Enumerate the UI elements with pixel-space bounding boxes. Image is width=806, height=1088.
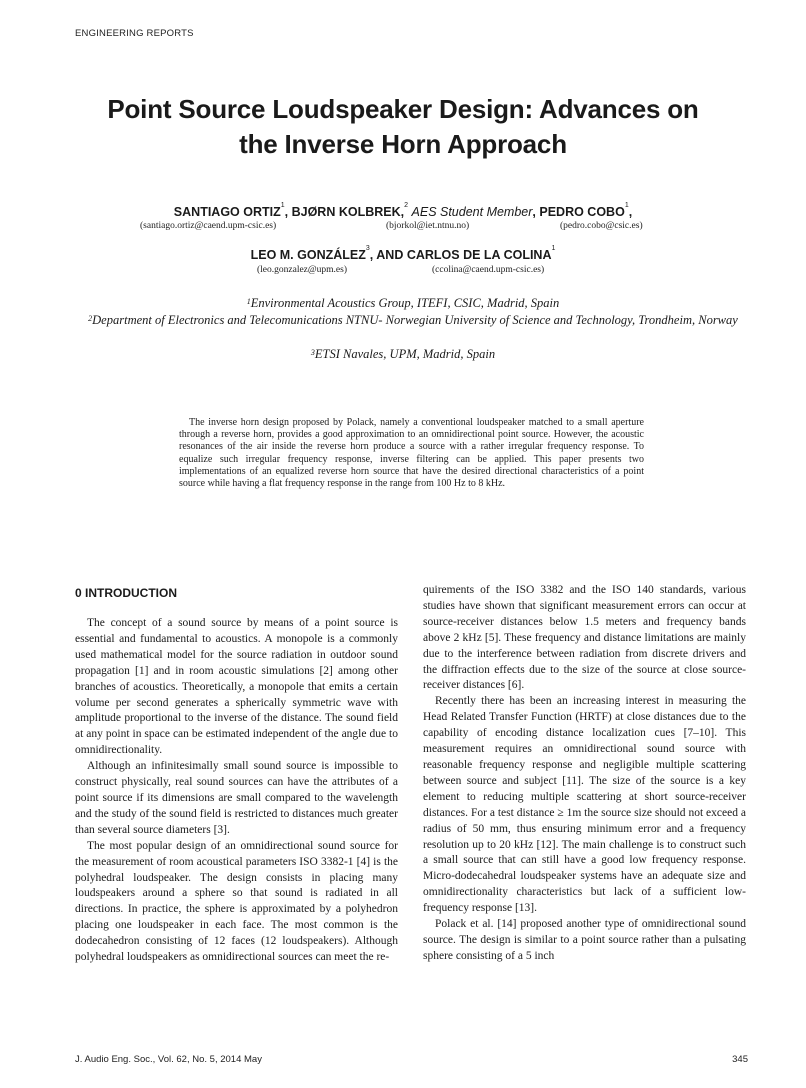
authors-line-1: SANTIAGO ORTIZ$^1$, BJØRN KOLBREK,$^2$ AES Student Member, PEDRO COBO$^1$, xyxy=(173,202,633,219)
author-affil-sup: 1 xyxy=(624,202,629,209)
author-name: , AND CARLOS DE LA COLINA xyxy=(369,248,552,262)
body-paragraph: The most popular design of an omnidirectional sound source for the measurement of room acoustical parameters ISO 3382-1 [4] is the polyhedral loudspeaker. The design consists in placing many loudspeakers around a sphere so that sound is radiated in all directions. In practice, the sphere is approximated by a polyhedron placing one loudspeaker in each face. The most common is the dodecahedron consisting of 12 faces (12 loudspeakers). Although polyhedral loudspeakers as omnidirectional sources can meet the re- xyxy=(75,839,398,964)
title-line-2: the Inverse Horn Approach xyxy=(239,129,567,159)
author-email[interactable]: (pedro.cobo@csic.es) xyxy=(560,221,643,231)
footer-journal-citation: J. Audio Eng. Soc., Vol. 62, No. 5, 2014 May xyxy=(75,1054,262,1065)
body-paragraph: Recently there has been an increasing interest in measuring the Head Related Transfer Function (HRTF) at close distances due to the capability of encoding distance localization cues [7–10]. This measurement requires an omnidirectional sound source with reasonable frequency response and negligible multiple scattering between source and subject [11]. The size of the source is a key element to reducing multiple scattering at short source-receiver distances. For a test distance ≥ 1m the source size should not exceed a radius of 50 mm, thus ensuring minimum error and a frequency resolution up to 20 kHz [12]. The main challenge is to construct such a small source that can still have a good low frequency response. Micro-dodecahedral loudspeaker systems have an adequate size and omnidirectionality characteristics but lack of a sufficient low-frequency response [13]. xyxy=(423,695,746,915)
body-paragraph: Although an infinitesimally small sound source is impossible to construct physically, real sound sources can have the attributes of a point source if its dimensions are small compared to the wavelength and the study of the sound field is restricted to distances much greater than several source diameters [3]. xyxy=(75,760,398,836)
author-affil-sup: 3 xyxy=(365,245,370,252)
paper-title xyxy=(60,92,746,162)
author-name: BJØRN KOLBREK, xyxy=(291,205,405,219)
body-column-left xyxy=(75,583,398,966)
affiliation-number: 3 xyxy=(310,348,315,357)
author-email[interactable]: (ccolina@caend.upm-csic.es) xyxy=(432,265,545,275)
author-affil-sup: 1 xyxy=(551,245,556,252)
body-column-right xyxy=(423,583,746,965)
affiliation-text: Environmental Acoustics Group, ITEFI, CSIC, Madrid, Spain xyxy=(250,296,560,310)
section-heading-introduction: 0 INTRODUCTION xyxy=(75,586,177,600)
author-email[interactable]: (leo.gonzalez@upm.es) xyxy=(257,265,347,275)
affiliation-3 xyxy=(60,346,746,363)
author-affil-sup: 1 xyxy=(280,202,285,209)
affiliation-1 xyxy=(60,295,746,312)
affiliation-text: Department of Electronics and Telecomunications NTNU- Norwegian University of Science and Technology, Trondheim, Norway xyxy=(92,313,738,327)
affiliation-2 xyxy=(70,312,756,329)
body-paragraph: quirements of the ISO 3382 and the ISO 140 standards, various studies have shown that significant measurement errors can occur at source-receiver distances below 1.5 meters and frequency bands above 2 kHz [5]. These frequency and distance limitations are mainly due to the interference between radiation from discrete drivers and the diffraction effects due to the size of the source at close source-receiver distances [6]. xyxy=(423,584,746,692)
authors-line-2 xyxy=(40,245,766,262)
body-paragraph: Polack et al. [14] proposed another type of omnidirectional sound source. The design is similar to a point source rather than a pulsating sphere consisting of a 5 inch xyxy=(423,918,746,962)
author-email[interactable]: (santiago.ortiz@caend.upm-csic.es) xyxy=(140,221,277,231)
aes-membership: AES Student Member xyxy=(411,205,533,219)
body-paragraph: The concept of a sound source by means of a point source is essential and fundamental to acoustics. A monopole is a commonly used mathematical model for the source radiation in outdoor sound propagation [1] and in room acoustic simulations [2] among other branches of acoustics. Theoretically, a monopole that emits a certain volume per second generates a spherically symmetric wave with amplitude proportional to the inverse of the distance. The sound field at any point in space can be estimated independent of the angle due to omnidirectionality. xyxy=(75,617,398,757)
abstract: The inverse horn design proposed by Polack, namely a conventional loudspeaker matched to a small aperture through a reverse horn, provides a good approximation to an omnidirectional point source. However, the acoustic resonances of the air inside the reverse horn produce a source with a rather irregular frequency response. To equalize such irregular frequency response, inverse filtering can be applied. This paper presents two implementations of an equalized reverse horn source that have the desired directional characteristics of a point source while having a flat frequency response in the range from 100 Hz to 8 kHz. xyxy=(179,417,644,490)
running-head: ENGINEERING REPORTS xyxy=(75,28,194,39)
footer-page-number: 345 xyxy=(732,1054,748,1065)
author-name: SANTIAGO ORTIZ xyxy=(173,205,281,219)
author-affil-sup: 2 xyxy=(404,202,409,209)
author-email[interactable]: (bjorkol@iet.ntnu.no) xyxy=(386,221,470,231)
author-name: LEO M. GONZÁLEZ xyxy=(250,248,366,262)
title-line-1: Point Source Loudspeaker Design: Advances on xyxy=(107,94,699,124)
affiliation-number: 1 xyxy=(246,297,251,306)
affiliation-text: ETSI Navales, UPM, Madrid, Spain xyxy=(314,347,496,361)
author-name: PEDRO COBO xyxy=(539,205,625,219)
affiliation-number: 2 xyxy=(88,314,93,323)
